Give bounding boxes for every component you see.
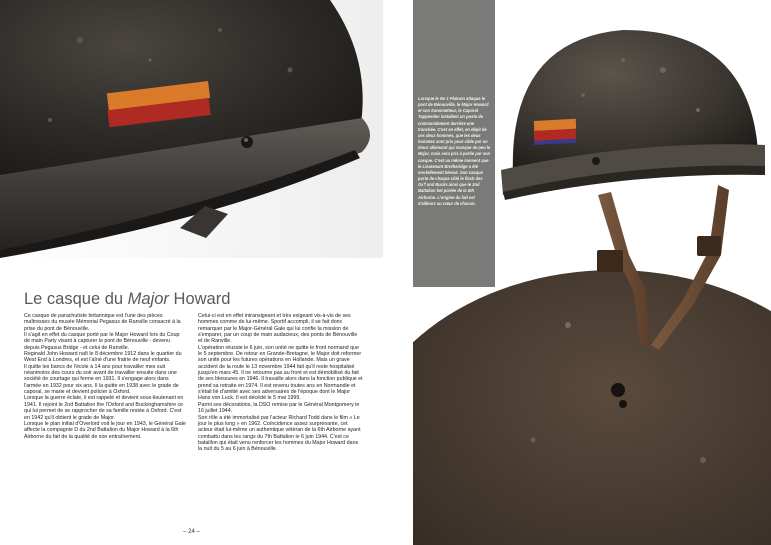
right-page xyxy=(413,0,771,545)
title-italic: Major xyxy=(127,290,169,308)
paragraph: Parmi ses décorations, la DSO remise par le Général Montgomery le 16 juillet 1944. xyxy=(198,401,360,415)
paragraph: Ce casque de parachutiste britannique est l'une des pièces maîtresses du musée Mémorial Pegasus de Ranville consacré à la prise du pont de Bénouville. xyxy=(24,313,181,332)
paragraph: Il s'agit en effet du casque porté par le Major Howard lors du Coup de main Party visant à capturer le pont de Bénouville - devenu depuis Pegasus Bridge - et celui de Ranville. xyxy=(24,332,180,351)
title-suffix: Howard xyxy=(168,290,231,308)
gutter xyxy=(383,0,413,545)
paragraph: Celui-ci est en effet intransigeant et très exigeant vis-à-vis de ses hommes comme de lui-même. Sportif accompli, il se fait donc remarquer par le Major-Général Gale qui lui confie la mission de s'emparer, par un coup de main audacieux, des ponts de Bénouville et de Ranville. xyxy=(198,313,358,345)
helmet-closeup-illustration xyxy=(0,0,383,258)
left-page xyxy=(0,0,383,545)
helmet-closeup-photo xyxy=(0,0,383,258)
paragraph: Lorsque le plan initial d'Overlord voit le jour en 1943, le Général Gale affecte la compagnie D du 2nd Battalion du Major Howard à la 6th Airborne du fait de la qualité de son entraînement. xyxy=(24,420,186,440)
body-column-2 xyxy=(198,313,363,453)
photo-caption: Lorsque le No 1 Platoon attaque le pont de Bénouville, le Major Howard et son transmetteur, le Caporal Tappenden installent un poste de commandement derrière une tranchée. C'est en effet, en dépit de ces deux hommes, que les deux hommes sont pris pour cible par un tireur allemand qui manque de peu le Major, mais sera pris à partie par son casque. C'est au même moment que le Lieutenant Brotheridge a été mortellement blessé. Son casque porte de chaque côté le flash des Ox'f and Bucks ainsi que le 2nd Battalion bel portée de la 6th Airborne. L'origine du fait est d'ailleurs au cœur de chacun. xyxy=(418,96,491,206)
page-number: – 24 – xyxy=(183,529,200,535)
page-title xyxy=(24,290,230,309)
paragraph: L'opération réussie le 6 juin, son unité ne quitte le front normand que le 5 septembre. De retour en Grande-Bretagne, le Major doit reformer son unité pour les futures opérations en Hollande. Mais un grave accident de la route le 13 novembre 1944 fait qu'il reste hospitalisé jusqu'en mars 45. Il ne retourne pas au front et est démobilisé du fait de ses blessures en 1946. Il travaille alors dans la fonction publique et prend sa retraite en 1974. Il est revenu toutes ans en Normandie et s'était lié d'amitié avec ses adversaires de l'époque dont le Major Hans von Luck. Il est décédé le 5 mai 1999. xyxy=(198,344,363,402)
paragraph: Son rôle a été immortalisé par l'acteur Richard Todd dans le film « Le jour le plus long » en 1962. Coïncidence assez surprenante, cet acteur était lui-même un authentique vétéran de la 6th Airborne ayant combattu dans les rangs du 7th Battalion le 6 juin 1944. C'est ce bataillon qui était venu renforcer les hommes du Major Howard dans la nuit du 5 au 6 juin à Bénouville. xyxy=(198,414,361,453)
paragraph: Reginald John Howard naît le 8 décembre 1912 dans le quartier du West End à Londres, et est l'aîné d'une fratrie de neuf enfants. xyxy=(24,351,182,364)
body-column-1 xyxy=(24,313,186,440)
paragraph: Lorsque la guerre éclate, il est rappelé et devient sous-lieutenant en 1941. Il rejoint le 2nd Battalion the l'Oxford and Buckinghamshire ce qui lui permet de se rapprocher de sa famille restée à Oxford. C'est en 1942 qu'il obtient le grade de Major. xyxy=(24,395,184,421)
title-prefix: Le casque du xyxy=(24,290,128,308)
photo-caption-box xyxy=(413,0,495,287)
paragraph: Il quitte les bancs de l'école à 14 ans pour travailler mes suit néanmoins des cours du soir avant de travailler ensuite dans une société de courtage qui ferme en 1931. Il s'engage alors dans l'armée en 1932 pour six ans. Il la quitte en 1938 avec le grade de caporal, se marie et devient policier à Oxford. xyxy=(24,363,179,396)
